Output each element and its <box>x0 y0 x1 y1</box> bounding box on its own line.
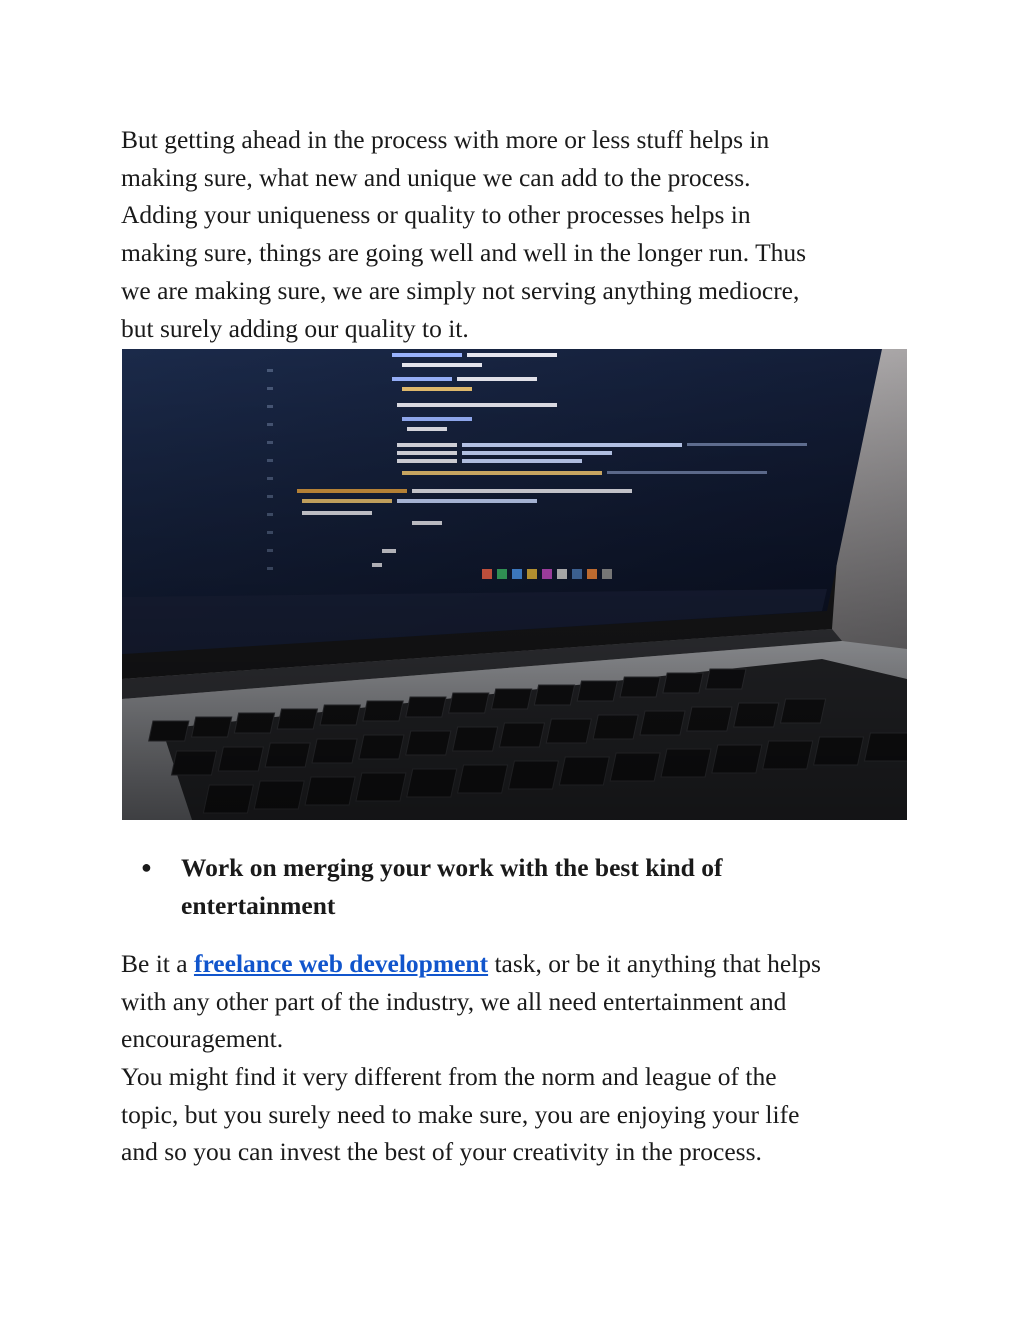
paragraph-line: with any other part of the industry, we all need entertainment and <box>121 986 787 1016</box>
laptop-with-code-photo <box>122 349 907 820</box>
paragraph-line: But getting ahead in the process with more or less stuff helps in <box>121 125 770 154</box>
bullet-marker: ● <box>141 857 152 877</box>
freelance-web-development-link[interactable]: freelance web development <box>193 949 489 978</box>
paragraph-line <box>121 945 921 983</box>
paragraph-line: topic, but you surely need to make sure, you are enjoying your life <box>121 1099 800 1129</box>
paragraph-line: encouragement. <box>121 1024 284 1054</box>
bullet-line: Work on merging your work with the best kind of <box>181 853 723 882</box>
paragraph-text: task, or be it anything that helps <box>488 949 821 978</box>
paragraph-line: we are making sure, we are simply not serving anything mediocre, <box>121 275 800 305</box>
bullet-line: entertainment <box>181 890 336 920</box>
paragraph-freelance <box>121 945 921 1058</box>
paragraph-line: Adding your uniqueness or quality to other processes helps in <box>121 200 751 230</box>
bullet-heading <box>181 849 921 924</box>
paragraph-line: but surely adding our quality to it. <box>121 313 469 343</box>
paragraph-line: and so you can invest the best of your creativity in the process. <box>121 1137 762 1167</box>
paragraph-line: making sure, what new and unique we can add to the process. <box>121 162 751 192</box>
paragraph-line: making sure, things are going well and well in the longer run. Thus <box>121 238 807 268</box>
paragraph-intro <box>121 121 921 347</box>
paragraph-line: You might find it very different from the norm and league of the <box>121 1062 777 1091</box>
paragraph-text: Be it a <box>121 949 194 978</box>
paragraph-creativity <box>121 1058 921 1171</box>
